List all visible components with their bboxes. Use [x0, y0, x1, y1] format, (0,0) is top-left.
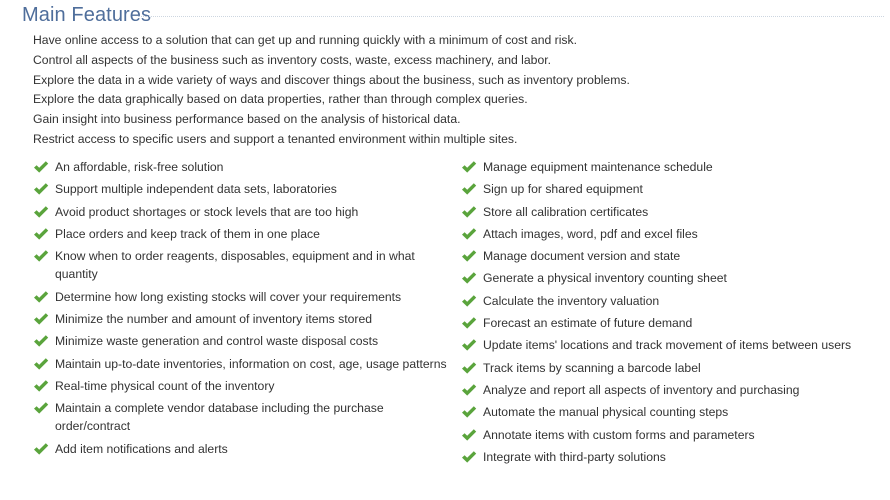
checkmark-icon	[461, 316, 477, 330]
feature-text: An affordable, risk-free solution	[55, 160, 224, 174]
feature-text: Forecast an estimate of future demand	[483, 316, 693, 331]
feature-item	[33, 440, 453, 458]
checkmark-icon	[33, 357, 49, 371]
checkmark-icon	[33, 249, 49, 263]
feature-text: Determine how long existing stocks will cover your requirements	[55, 289, 402, 304]
feature-item	[461, 403, 881, 421]
checkmark-icon	[461, 338, 477, 352]
feature-item	[461, 314, 881, 332]
feature-text: Maintain up-to-date inventories, information on cost, age, usage patterns	[55, 356, 447, 371]
checkmark-icon	[461, 205, 477, 219]
feature-item	[33, 377, 453, 395]
feature-item	[461, 225, 881, 243]
feature-item	[461, 426, 881, 444]
feature-item	[461, 336, 881, 354]
feature-text: Sign up for shared equipment	[483, 182, 643, 197]
feature-item	[461, 269, 881, 287]
feature-item	[33, 355, 453, 373]
feature-item	[33, 288, 453, 306]
feature-item	[33, 247, 453, 283]
feature-text: Know when to order reagents, disposables, equipment and in what quantity	[55, 249, 415, 282]
feature-text: Track items by scanning a barcode label	[483, 360, 701, 375]
feature-item	[461, 381, 881, 399]
intro-line: Have online access to a solution that can get up and running quickly with a minimum of cost and risk.	[33, 33, 577, 47]
feature-text: Real-time physical count of the inventory	[55, 378, 275, 393]
feature-text: Minimize the number and amount of inventory items stored	[55, 311, 373, 326]
feature-item	[461, 359, 881, 377]
checkmark-icon	[461, 405, 477, 419]
features-right-list	[461, 158, 881, 470]
page-title: Main Features	[22, 4, 152, 26]
feature-text: Automate the manual physical counting steps	[483, 405, 729, 420]
feature-text: Manage equipment maintenance schedule	[483, 160, 713, 174]
feature-item	[33, 180, 453, 198]
checkmark-icon	[461, 294, 477, 308]
feature-text: Place orders and keep track of them in one place	[55, 226, 320, 241]
feature-text: Annotate items with custom forms and parameters	[483, 427, 755, 442]
checkmark-icon	[461, 383, 477, 397]
feature-text: Attach images, word, pdf and excel files	[483, 226, 698, 241]
feature-text: Integrate with third-party solutions	[483, 449, 666, 464]
feature-item	[33, 158, 453, 176]
feature-item	[461, 448, 881, 466]
feature-text: Update items' locations and track movement of items between users	[483, 338, 852, 353]
feature-item	[33, 332, 453, 350]
intro-line: Explore the data in a wide variety of ways and discover things about the business, such as inventory problems.	[33, 72, 630, 87]
checkmark-icon	[461, 361, 477, 375]
feature-text: Maintain a complete vendor database including the purchase order/contract	[55, 401, 384, 434]
feature-item	[461, 292, 881, 310]
intro-line: Control all aspects of the business such as inventory costs, waste, excess machinery, and labor.	[33, 52, 551, 67]
intro-list	[33, 31, 630, 150]
checkmark-icon	[461, 227, 477, 241]
feature-item	[461, 158, 881, 176]
features-left-list	[33, 158, 453, 462]
feature-text: Store all calibration certificates	[483, 204, 649, 219]
checkmark-icon	[461, 249, 477, 263]
feature-item	[33, 310, 453, 328]
feature-text: Generate a physical inventory counting sheet	[483, 271, 727, 286]
checkmark-icon	[461, 428, 477, 442]
feature-item	[33, 399, 453, 435]
checkmark-icon	[33, 160, 49, 174]
checkmark-icon	[461, 271, 477, 285]
feature-item	[461, 180, 881, 198]
feature-text: Minimize waste generation and control waste disposal costs	[55, 334, 379, 349]
feature-text: Calculate the inventory valuation	[483, 293, 660, 308]
checkmark-icon	[33, 290, 49, 304]
feature-item	[33, 203, 453, 221]
checkmark-icon	[461, 450, 477, 464]
feature-text: Add item notifications and alerts	[55, 441, 228, 456]
feature-item	[461, 247, 881, 265]
checkmark-icon	[33, 312, 49, 326]
feature-text: Analyze and report all aspects of inventory and purchasing	[483, 382, 800, 397]
checkmark-icon	[33, 227, 49, 241]
checkmark-icon	[33, 182, 49, 196]
title-divider	[138, 16, 884, 17]
feature-item	[461, 203, 881, 221]
feature-item	[33, 225, 453, 243]
feature-text: Manage document version and state	[483, 249, 681, 264]
checkmark-icon	[33, 442, 49, 456]
intro-line: Restrict access to specific users and support a tenanted environment within multiple sites.	[33, 131, 518, 146]
feature-text: Support multiple independent data sets, laboratories	[55, 182, 337, 197]
checkmark-icon	[33, 205, 49, 219]
intro-line: Gain insight into business performance based on the analysis of historical data.	[33, 112, 461, 127]
feature-text: Avoid product shortages or stock levels that are too high	[55, 204, 359, 219]
checkmark-icon	[33, 379, 49, 393]
checkmark-icon	[33, 334, 49, 348]
intro-line: Explore the data graphically based on data properties, rather than through complex queries.	[33, 92, 528, 107]
checkmark-icon	[461, 160, 477, 174]
checkmark-icon	[461, 182, 477, 196]
checkmark-icon	[33, 401, 49, 415]
